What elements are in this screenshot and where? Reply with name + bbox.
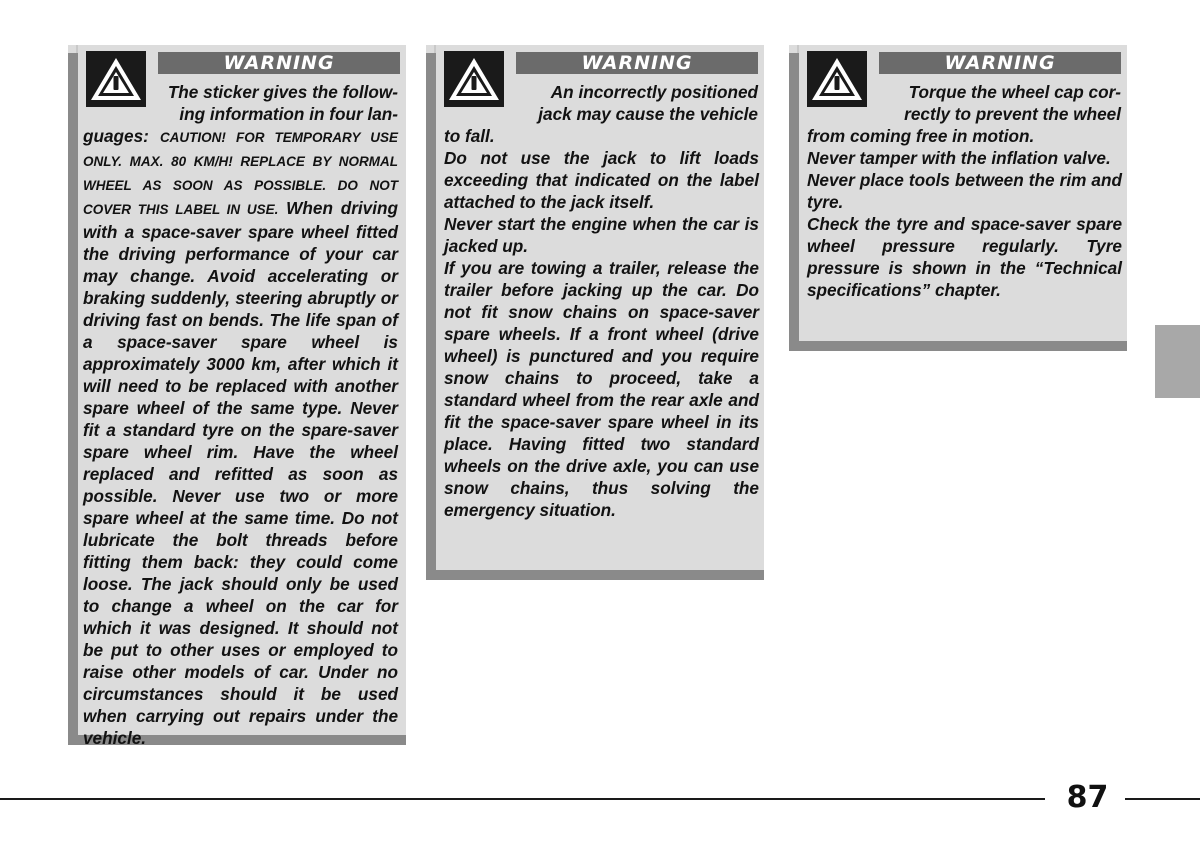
warning-box-1 — [68, 45, 406, 748]
body-lead: guages: — [83, 126, 160, 146]
warning-intro: An incorrectly positioned jack may cause the vehicle — [538, 82, 758, 124]
warning-triangle-icon — [86, 51, 146, 107]
warning-heading: WARNING — [879, 52, 1121, 74]
warning-body: to fall. Do not use the jack to lift loads exceeding that indicated on the label attached to the jack itself. Never start the engine when the car is jacked up. If you are towing a trailer, release the trailer before jacking up the car. Do not fit snow chains on space-saver spare wheels. If a front wheel (drive wheel) is punctured and you require snow chains to proceed, take a standard wheel from the rear axle and fit the space-saver spare wheel in its place. Having fitted two standard wheels on the drive axle, you can use snow chains, thus solving the emergency situation. — [444, 126, 759, 520]
warning-heading: WARNING — [158, 52, 400, 74]
warning-triangle-icon — [807, 51, 867, 107]
page-number: 87 — [1066, 780, 1109, 815]
warning-body: from coming free in motion. Never tamper with the inflation valve. Never place tools between the rim and tyre. Check the tyre and space-saver spare wheel pressure regularly. Tyre pressure is shown in the “Technical specifications” chapter. — [807, 126, 1122, 300]
warning-box-3 — [789, 45, 1127, 351]
warning-heading: WARNING — [516, 52, 758, 74]
body-rest: When driving with a space-saver spare wheel fitted the driving performance of your car may change. Avoid accelerating or braking suddenly, steering abruptly or driving fast on bends. The life span of a space-saver spare wheel is approximately 3000 km, after which it will need to be replaced with another spare wheel of the same type. Never fit a standard tyre on the spare-saver spare wheel rim. Have the wheel replaced and refitted as soon as possible. Never use two or more spare wheel at the same time. Do not lubricate the bolt threads before fitting them back: they could come loose. The jack should only be used to change a wheel on the car for which it was designed. It should not be put to other uses or employed to raise other models of car. Under no circumstances should it be used when carrying out repairs under the vehicle. — [83, 198, 398, 748]
warning-intro: Torque the wheel cap cor- rectly to prevent the wheel — [904, 82, 1121, 124]
sticker-caution-text: CAUTION! FOR TEMPORARY USE ONLY. MAX. 80 KM/H! REPLACE BY NORMAL WHEEL AS SOON AS POSSIBLE. DO NOT COVER THIS LABEL IN USE. — [83, 130, 398, 217]
section-thumb-tab — [1155, 325, 1200, 398]
warning-body — [83, 125, 398, 749]
warning-intro: The sticker gives the follow- ing information in four lan- — [167, 82, 398, 124]
warning-box-2 — [426, 45, 764, 580]
footer-rule-right — [1125, 798, 1200, 800]
warning-triangle-icon — [444, 51, 504, 107]
footer-rule-left — [0, 798, 1045, 800]
